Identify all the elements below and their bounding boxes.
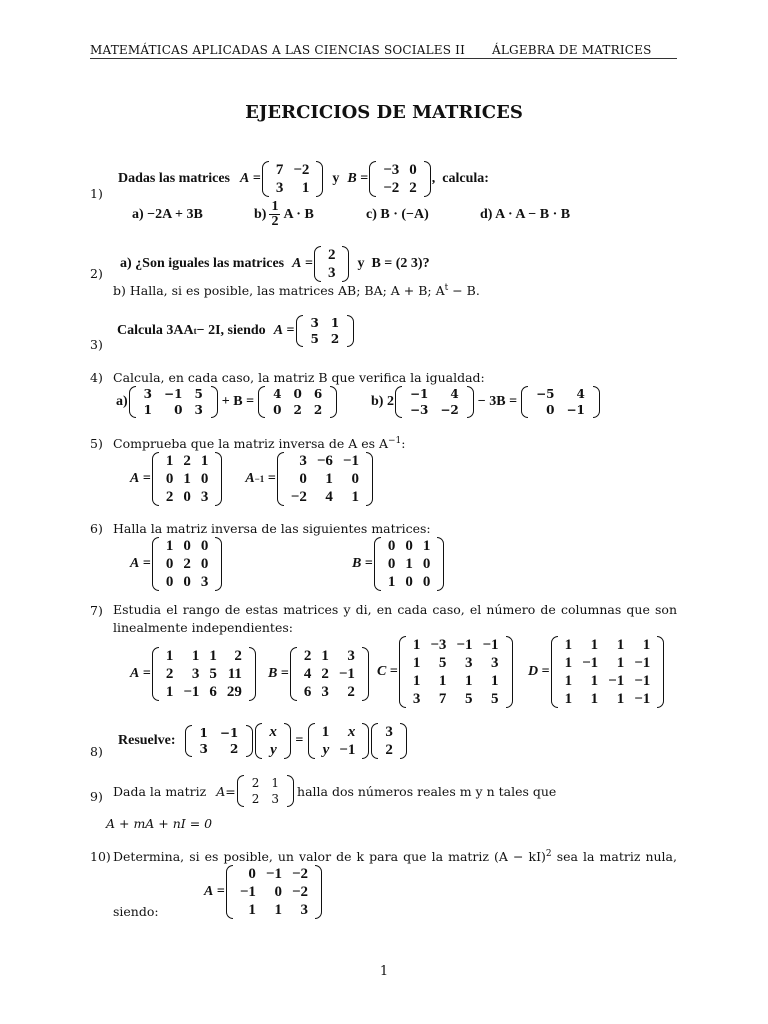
page-title: EJERCICIOS DE MATRICES: [245, 102, 523, 123]
matrix-grid: [305, 315, 346, 347]
matrix-entry: 1: [274, 902, 282, 918]
left-paren: [129, 386, 136, 418]
exercise-8-number: 8): [90, 744, 103, 759]
matrix-entry: −1: [183, 684, 200, 700]
matrix-grid: [161, 537, 214, 591]
left-paren: [152, 452, 159, 506]
matrix-entry: 0: [165, 471, 174, 487]
right-paren: [437, 537, 444, 591]
matrix-entry: 11: [227, 666, 242, 682]
matrix-entry: 3: [199, 742, 208, 756]
left-paren: [369, 161, 376, 197]
left-paren: [152, 537, 159, 591]
matrix-entry: y: [270, 742, 277, 758]
matrix-entry: 1: [616, 655, 625, 671]
left-paren: [258, 386, 265, 418]
matrix-entry: 1: [616, 637, 625, 653]
matrix-entry: −3: [409, 403, 429, 417]
exercise-4-text: Calcula, en cada caso, la matriz B que verifica la igualdad:: [113, 370, 485, 385]
right-paren: [330, 386, 337, 418]
header-left: MATEMÁTICAS APLICADAS A LAS CIENCIAS SOCIALES II: [90, 43, 466, 57]
matrix-entry: −1: [482, 637, 499, 653]
matrix-entry: 1: [590, 673, 599, 689]
matrix-8-3: [308, 723, 370, 759]
right-paren: [342, 246, 349, 282]
matrix-entry: 0: [273, 403, 282, 417]
right-paren: [424, 161, 431, 197]
right-paren: [211, 386, 218, 418]
matrix-entry: 6: [313, 387, 323, 401]
matrix-entry: −6: [316, 453, 333, 469]
matrix-entry: 6: [209, 684, 217, 700]
matrix-entry: 1: [590, 637, 599, 653]
matrix-8-2: [255, 723, 291, 759]
matrix-entry: 3: [347, 648, 355, 664]
matrix-entry: 3: [310, 316, 319, 330]
matrix-entry: 1: [199, 726, 208, 740]
matrix-grid: [317, 723, 361, 759]
matrix-entry: −3: [383, 162, 400, 178]
matrix-entry: 1: [564, 637, 573, 653]
matrix-entry: 2: [165, 489, 174, 505]
matrix-entry: −1: [634, 691, 651, 707]
matrix-entry: 1: [616, 691, 625, 707]
matrix-entry: 4: [303, 666, 312, 682]
matrix-entry: 0: [200, 556, 209, 572]
matrix-10-a: [226, 865, 322, 919]
right-paren: [215, 452, 222, 506]
matrix-entry: −3: [430, 637, 447, 653]
left-paren: [185, 725, 192, 757]
matrix-grid: [299, 647, 360, 701]
matrix-6-a: [152, 537, 223, 591]
exercise-9-statement: Dada la matriz A = 2 1 2 3 halla dos números reales m y n tales que: [113, 776, 557, 806]
matrix-grid: [138, 386, 209, 418]
left-paren: [290, 647, 297, 701]
matrix-entry: 1: [564, 691, 573, 707]
matrix-entry: 3: [191, 666, 200, 682]
matrix-entry: y: [322, 742, 330, 758]
matrix-entry: 2: [293, 403, 302, 417]
right-paren: [362, 723, 369, 759]
matrix-7-d: [551, 636, 665, 708]
exercise-7-text: Estudia el rango de estas matrices y di, en cada caso, el número de columnas que son linealmente independientes:: [113, 602, 677, 635]
matrix-7-b: [290, 647, 369, 701]
left-paren: [374, 537, 381, 591]
matrix-entry: 4: [325, 489, 333, 505]
exercise-3-statement: Calcula 3AA t − 2I, siendo A = 3 1 5 2: [117, 315, 355, 347]
matrix-entry: −1: [634, 655, 651, 671]
matrix-entry: 0: [409, 162, 417, 178]
matrix-entry: x: [347, 724, 356, 740]
matrix-entry: 3: [412, 691, 421, 707]
matrix-entry: 3: [200, 489, 209, 505]
exercise-1-number: 1): [90, 186, 103, 201]
matrix-entry: −2: [293, 162, 310, 178]
exercise-1-b: b) $\frac{1}{2}$ A · B: [254, 199, 314, 229]
matrix-entry: 1: [412, 673, 421, 689]
matrix-entry: 1: [590, 691, 599, 707]
matrix-entry: 5: [310, 332, 319, 346]
matrix-entry: 0: [183, 574, 191, 590]
matrix-entry: 1: [564, 655, 573, 671]
matrix-entry: −1: [342, 453, 359, 469]
matrix-entry: 2: [321, 666, 329, 682]
exercise-5-text: Comprueba que la matriz inversa de A es $A^{-1}$:: [113, 436, 406, 452]
matrix-entry: −1: [239, 884, 256, 900]
matrix-entry: 3: [194, 403, 203, 417]
right-paren: [347, 315, 354, 347]
exercise-5-number: 5): [90, 436, 103, 451]
matrix-entry: 1: [143, 403, 153, 417]
matrix-entry: 1: [412, 637, 421, 653]
matrix-entry: 1: [387, 574, 396, 590]
left-paren: [277, 452, 284, 506]
matrix-entry: 3: [321, 684, 329, 700]
exercise-5-matrices: A = 1 2 1 0 1 0 2 0 3 A −1 = 3 −6 −1 0 1 0 −2 4 1: [130, 452, 374, 506]
matrix-grid: [194, 725, 245, 757]
matrix-entry: 4: [273, 387, 282, 401]
matrix-entry: 7: [275, 162, 284, 178]
matrix-entry: 0: [422, 574, 431, 590]
right-paren: [467, 386, 474, 418]
matrix-7-a: [152, 647, 256, 701]
matrix-entry: −2: [440, 403, 459, 417]
matrix-8-1: [185, 725, 254, 757]
matrix-1-a: [262, 161, 324, 197]
matrix-entry: 2: [313, 403, 323, 417]
matrix-entry: −1: [582, 655, 599, 671]
right-paren: [215, 537, 222, 591]
matrix-entry: −5: [536, 387, 555, 401]
fraction: $\frac{1}{2}$: [271, 199, 279, 229]
matrix-entry: 2: [165, 666, 174, 682]
matrix-entry: 0: [165, 556, 174, 572]
matrix-entry: 5: [209, 666, 217, 682]
exercise-2-b: b) Halla, si es posible, las matrices AB; BA; A + B; $A^t - B$.: [113, 283, 480, 299]
right-paren: [287, 775, 294, 807]
exercise-4-b: b) 2 −1 4 −3 −2 − 3B = −5 4 0 −1: [371, 386, 601, 418]
matrix-entry: −2: [291, 866, 309, 882]
matrix-entry: 0: [200, 471, 209, 487]
right-paren: [246, 725, 253, 757]
right-paren: [284, 723, 291, 759]
matrix-5-inverse: [277, 452, 373, 506]
matrix-entry: −1: [456, 637, 473, 653]
matrix-entry: 0: [248, 866, 256, 882]
matrix-entry: 2: [409, 180, 417, 196]
exercise-2-number: 2): [90, 266, 103, 281]
matrix-entry: 2: [327, 247, 336, 263]
right-paren: [366, 452, 373, 506]
matrix-grid: [271, 161, 315, 197]
matrix-entry: −1: [634, 673, 651, 689]
exercise-1-a: a) −2A + 3B: [132, 207, 203, 222]
matrix-entry: −1: [338, 666, 355, 682]
matrix-entry: 1: [564, 673, 573, 689]
matrix-entry: 0: [174, 403, 183, 417]
matrix-entry: −1: [339, 742, 356, 758]
matrix-entry: −1: [219, 726, 239, 740]
matrix-entry: 2: [330, 332, 340, 346]
matrix-grid: [408, 636, 504, 708]
matrix-5-a: [152, 452, 223, 506]
matrix-entry: 3: [385, 724, 393, 740]
matrix-4-b1: [395, 386, 474, 418]
matrix-entry: −1: [566, 403, 585, 417]
matrix-6-b: [374, 537, 445, 591]
matrix-entry: 1: [271, 776, 280, 790]
matrix-grid: [383, 537, 436, 591]
matrix-entry: 1: [438, 673, 447, 689]
header-rule: [90, 58, 677, 59]
matrix-entry: 1: [165, 453, 174, 469]
matrix-entry: 0: [351, 471, 359, 487]
matrix-entry: 2: [183, 556, 191, 572]
matrix-entry: 2: [385, 742, 393, 758]
matrix-grid: [267, 386, 328, 418]
exercise-10-siendo: siendo:: [113, 904, 159, 919]
exercise-1-d: d) A · A − B · B: [480, 207, 571, 222]
matrix-entry: 1: [301, 180, 310, 196]
matrix-entry: 1: [165, 648, 174, 664]
matrix-entry: 2: [229, 742, 239, 756]
matrix-1-b: [369, 161, 431, 197]
right-paren: [249, 647, 256, 701]
exercise-4-a: a) 3 −1 5 1 0 3 + B = 4 0 6 0 2 2: [116, 386, 338, 418]
exercise-10-number: 10): [90, 849, 111, 864]
matrix-entry: 0: [293, 387, 302, 401]
matrix-entry: 1: [412, 655, 421, 671]
matrix-entry: 2: [303, 648, 312, 664]
matrix-entry: 1: [330, 316, 340, 330]
left-paren: [262, 161, 269, 197]
matrix-grid: [246, 775, 285, 807]
left-paren: [237, 775, 244, 807]
matrix-entry: 1: [422, 538, 431, 554]
exercise-9-number: 9): [90, 789, 103, 804]
exercise-10-text: Determina, si es posible, un valor de k para que la matriz (A − kI)$^2$ sea la matriz nula,: [113, 849, 677, 865]
matrix-entry: 5: [194, 387, 203, 401]
matrix-entry: 1: [209, 648, 217, 664]
exercise-7-number: 7): [90, 603, 103, 618]
exercise-6-b: B = 0 0 1 0 1 0 1 0 0: [352, 537, 445, 591]
matrix-entry: 7: [438, 691, 447, 707]
matrix-grid: [378, 161, 422, 197]
matrix-entry: 0: [183, 538, 191, 554]
left-paren: [521, 386, 528, 418]
exercise-10-matrix: A = 0 −1 −2 −1 0 −2 1 1 3: [204, 865, 323, 919]
matrix-entry: −1: [608, 673, 625, 689]
matrix-entry: −2: [291, 884, 309, 900]
matrix-entry: −1: [164, 387, 183, 401]
matrix-entry: 4: [450, 387, 459, 401]
matrix-entry: 5: [491, 691, 499, 707]
exercise-7-b: B = 2 1 3 4 2 −1 6 3 2: [268, 647, 370, 701]
matrix-entry: 5: [464, 691, 473, 707]
matrix-2-a: [314, 246, 350, 282]
matrix-grid: [161, 647, 247, 701]
matrix-4-a2: [258, 386, 337, 418]
left-paren: [296, 315, 303, 347]
matrix-entry: 3: [300, 902, 309, 918]
exercise-1-statement: Dadas las matrices A = 7 −2 3 1 y B = −3 0 −2 2 , calcula:: [118, 162, 489, 196]
matrix-3-a: [296, 315, 355, 347]
matrix-entry: 1: [165, 684, 174, 700]
exercise-7-a: A = 1 1 1 2 2 3 5 11 1 −1 6 29: [130, 647, 257, 701]
matrix-entry: 1: [183, 471, 191, 487]
matrix-4-b2: [521, 386, 600, 418]
matrix-entry: 3: [275, 180, 284, 196]
matrix-entry: −1: [265, 866, 282, 882]
matrix-entry: 1: [491, 673, 499, 689]
right-paren: [593, 386, 600, 418]
matrix-grid: [323, 246, 341, 282]
matrix-entry: 0: [546, 403, 555, 417]
matrix-entry: 5: [438, 655, 447, 671]
exercise-6-a: A = 1 0 0 0 2 0 0 0 3: [130, 537, 223, 591]
exercise-8-statement: Resuelve: 1 −1 3 2 x y = 1 x y −1 3 2: [118, 723, 408, 759]
exercise-9-equation: A + mA + nI = 0: [106, 816, 213, 831]
matrix-entry: 3: [464, 655, 473, 671]
matrix-entry: 1: [642, 637, 651, 653]
right-paren: [400, 723, 407, 759]
page-number: 1: [379, 964, 389, 979]
matrix-entry: 2: [251, 776, 260, 790]
matrix-entry: 0: [387, 556, 396, 572]
left-paren: [314, 246, 321, 282]
matrix-entry: 1: [191, 648, 200, 664]
matrix-grid: [380, 723, 398, 759]
exercise-1-lead: Dadas las matrices: [118, 171, 230, 186]
matrix-entry: 3: [491, 655, 499, 671]
left-paren: [399, 636, 406, 708]
matrix-entry: 0: [200, 538, 209, 554]
matrix-entry: 0: [422, 556, 431, 572]
matrix-grid: [530, 386, 591, 418]
exercise-3-number: 3): [90, 337, 103, 352]
matrix-7-c: [399, 636, 513, 708]
matrix-entry: 1: [321, 648, 329, 664]
matrix-grid: [404, 386, 465, 418]
left-paren: [395, 386, 402, 418]
matrix-entry: 1: [200, 453, 209, 469]
matrix-4-a1: [129, 386, 218, 418]
exercise-6-number: 6): [90, 521, 103, 536]
matrix-entry: 3: [327, 265, 336, 281]
exercise-7-c: C = 1 −3 −1 −1 1 5 3 3 1 1 1 1 3 7 5 5: [377, 636, 514, 708]
right-paren: [362, 647, 369, 701]
right-paren: [657, 636, 664, 708]
matrix-entry: x: [269, 724, 277, 740]
right-paren: [316, 161, 323, 197]
matrix-entry: 0: [299, 471, 307, 487]
exercise-1-tail: calcula:: [442, 171, 489, 186]
matrix-entry: 29: [226, 684, 242, 700]
right-paren: [315, 865, 322, 919]
right-paren: [506, 636, 513, 708]
matrix-entry: 3: [299, 453, 307, 469]
matrix-entry: 1: [321, 724, 330, 740]
matrix-entry: 6: [303, 684, 312, 700]
matrix-entry: 2: [234, 648, 242, 664]
left-paren: [226, 865, 233, 919]
exercise-7-d: D = 1 1 1 1 1 −1 1 −1 1 1 −1 −1 1 1 1 −1: [528, 636, 665, 708]
matrix-entry: 0: [405, 538, 413, 554]
left-paren: [371, 723, 378, 759]
matrix-entry: 0: [165, 574, 174, 590]
matrix-entry: −1: [409, 387, 429, 401]
header-right: ÁLGEBRA DE MATRICES: [492, 43, 652, 57]
left-paren: [308, 723, 315, 759]
matrix-entry: 1: [248, 902, 256, 918]
matrix-entry: 3: [200, 574, 209, 590]
matrix-grid: [235, 865, 313, 919]
matrix-entry: 1: [464, 673, 473, 689]
matrix-entry: 3: [143, 387, 153, 401]
matrix-entry: 2: [251, 792, 260, 806]
exercise-2-a: a) ¿Son iguales las matrices A = 2 3 y B = (2 3)?: [120, 247, 430, 281]
matrix-grid: [264, 723, 282, 759]
matrix-entry: 1: [165, 538, 174, 554]
matrix-entry: −2: [290, 489, 307, 505]
matrix-8-4: [371, 723, 407, 759]
left-paren: [152, 647, 159, 701]
left-paren: [255, 723, 262, 759]
matrix-grid: [560, 636, 656, 708]
matrix-entry: 4: [576, 387, 585, 401]
matrix-entry: 0: [387, 538, 396, 554]
left-paren: [551, 636, 558, 708]
exercise-6-text: Halla la matriz inversa de las siguientes matrices:: [113, 521, 431, 536]
matrix-grid: [161, 452, 214, 506]
matrix-entry: 2: [347, 684, 355, 700]
matrix-grid: [286, 452, 364, 506]
matrix-9-a: [237, 775, 294, 807]
matrix-entry: 1: [405, 556, 413, 572]
matrix-entry: 3: [271, 792, 280, 806]
matrix-entry: −2: [383, 180, 400, 196]
matrix-entry: 0: [405, 574, 413, 590]
matrix-entry: 1: [351, 489, 359, 505]
matrix-entry: 0: [274, 884, 282, 900]
exercise-4-number: 4): [90, 370, 103, 385]
matrix-entry: 1: [325, 471, 333, 487]
exercise-1-c: c) B · (−A): [366, 207, 429, 222]
matrix-entry: 2: [183, 453, 191, 469]
matrix-entry: 0: [183, 489, 191, 505]
